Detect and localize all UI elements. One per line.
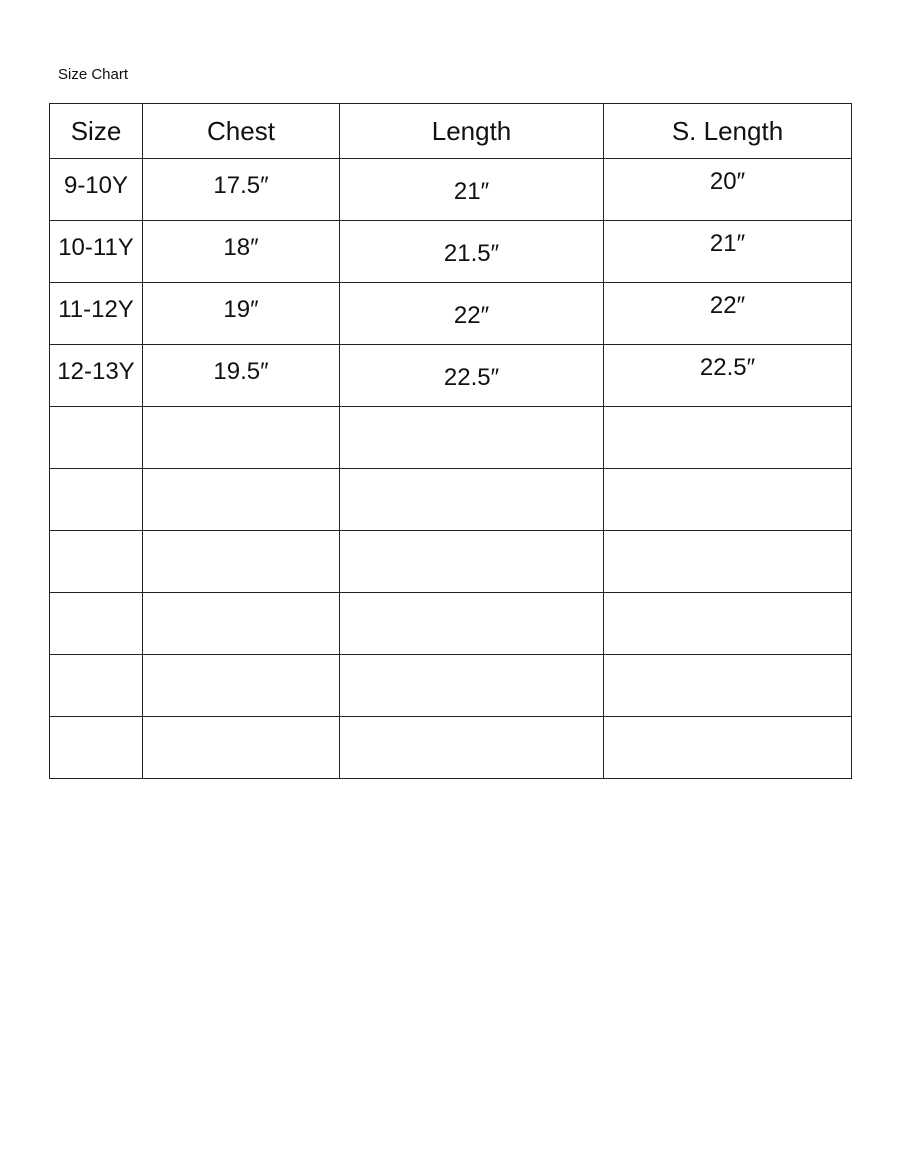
table-row-empty bbox=[50, 531, 852, 593]
cell-chest bbox=[143, 159, 340, 221]
cell-length bbox=[340, 159, 604, 221]
size-chart-table bbox=[49, 103, 852, 779]
table-row-empty bbox=[50, 717, 852, 779]
table-row bbox=[50, 283, 852, 345]
cell-length-text: 21.5″ bbox=[443, 239, 500, 267]
cell-s-length-text: 22″ bbox=[709, 291, 746, 319]
cell-chest bbox=[143, 593, 340, 655]
cell-size bbox=[50, 655, 143, 717]
cell-size bbox=[50, 407, 143, 469]
table-row-empty bbox=[50, 469, 852, 531]
cell-chest-text: 19.5″ bbox=[213, 357, 269, 385]
cell-s-length bbox=[604, 283, 852, 345]
cell-chest-text: 17.5″ bbox=[213, 171, 269, 199]
cell-chest bbox=[143, 469, 340, 531]
header-chest: Chest bbox=[143, 104, 340, 159]
cell-chest bbox=[143, 345, 340, 407]
cell-chest-text: 18″ bbox=[223, 233, 259, 261]
cell-s-length-text: 20″ bbox=[709, 167, 746, 195]
cell-length bbox=[340, 593, 604, 655]
header-s-length: S. Length bbox=[604, 104, 852, 159]
cell-size bbox=[50, 717, 143, 779]
header-size: Size bbox=[50, 104, 143, 159]
table-row-empty bbox=[50, 407, 852, 469]
cell-s-length bbox=[604, 345, 852, 407]
header-length: Length bbox=[340, 104, 604, 159]
cell-chest bbox=[143, 531, 340, 593]
cell-size bbox=[50, 345, 143, 407]
cell-s-length bbox=[604, 221, 852, 283]
cell-chest bbox=[143, 717, 340, 779]
cell-chest-text: 19″ bbox=[223, 295, 259, 323]
cell-length bbox=[340, 407, 604, 469]
cell-size-text: 12-13Y bbox=[57, 357, 135, 385]
cell-size bbox=[50, 469, 143, 531]
cell-s-length bbox=[604, 655, 852, 717]
cell-size-text: 11-12Y bbox=[58, 295, 134, 323]
table-row bbox=[50, 221, 852, 283]
table-header-row bbox=[50, 104, 852, 159]
cell-length bbox=[340, 469, 604, 531]
cell-length bbox=[340, 345, 604, 407]
page-title: Size Chart bbox=[58, 66, 129, 83]
cell-size bbox=[50, 221, 143, 283]
cell-s-length bbox=[604, 407, 852, 469]
cell-s-length bbox=[604, 593, 852, 655]
cell-s-length bbox=[604, 531, 852, 593]
table-row bbox=[50, 345, 852, 407]
table-row-empty bbox=[50, 593, 852, 655]
cell-size bbox=[50, 531, 143, 593]
cell-size bbox=[50, 593, 143, 655]
cell-s-length-text: 22.5″ bbox=[699, 353, 756, 381]
cell-chest bbox=[143, 655, 340, 717]
cell-s-length bbox=[604, 717, 852, 779]
table-row bbox=[50, 159, 852, 221]
cell-s-length bbox=[604, 159, 852, 221]
table-row-empty bbox=[50, 655, 852, 717]
cell-length bbox=[340, 283, 604, 345]
cell-length-text: 22.5″ bbox=[443, 363, 500, 391]
cell-length bbox=[340, 221, 604, 283]
cell-chest bbox=[143, 407, 340, 469]
cell-size-text: 10-11Y bbox=[58, 233, 134, 261]
cell-length bbox=[340, 531, 604, 593]
cell-length-text: 22″ bbox=[453, 301, 490, 329]
cell-s-length bbox=[604, 469, 852, 531]
cell-length-text: 21″ bbox=[453, 177, 490, 205]
cell-chest bbox=[143, 283, 340, 345]
cell-length bbox=[340, 655, 604, 717]
cell-size bbox=[50, 159, 143, 221]
cell-size bbox=[50, 283, 143, 345]
cell-length bbox=[340, 717, 604, 779]
cell-s-length-text: 21″ bbox=[709, 229, 746, 257]
cell-size-text: 9-10Y bbox=[63, 171, 129, 199]
cell-chest bbox=[143, 221, 340, 283]
